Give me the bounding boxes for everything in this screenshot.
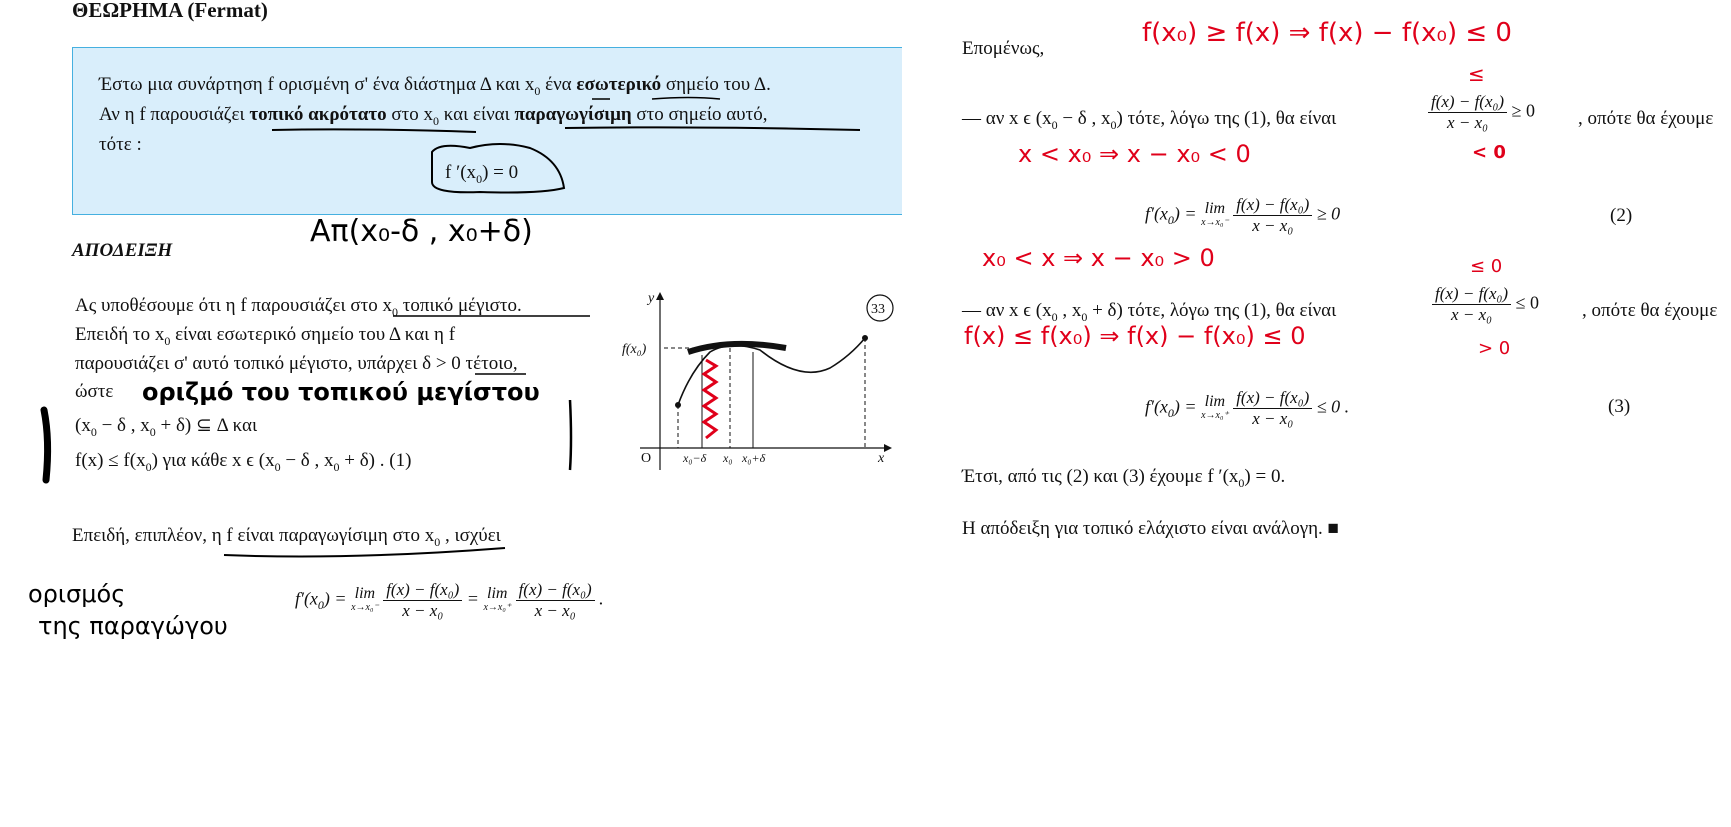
theorem-title: ΘΕΩΡΗΜΑ (Fermat) <box>72 0 268 22</box>
fraction-right: $\frac{\text{f(x) − f(x₀)}}{\text{x − x₀}}$ <box>516 580 595 621</box>
proof-line-5: ($x_0 - \delta$ , $x_0 + \delta$) ⊆ Δ και <box>75 415 258 439</box>
case1-line: — αν x ϵ ($x_0 - \delta$ , $x_0$) τότε, λόγω της (1), θα είναι <box>962 108 1337 132</box>
eq3-formula: $f'(x_0) = \lim$ x→x₀⁺ $\frac{\text{f(x) − f(x₀)}}{\text{x − x₀}}$ ≤ 0 . <box>1145 388 1350 428</box>
case2-end: , οπότε θα έχουμε <box>1582 300 1718 321</box>
fraction-left: $\frac{\text{f(x) − f(x₀)}}{\text{x − x₀}}$ <box>383 580 462 621</box>
red-scribble <box>704 360 716 438</box>
tick-x0: x₀ <box>723 451 733 465</box>
theorem-line-1: Έστω μια συνάρτηση f ορισμένη σ' ένα διάστημα Δ και $x_0$ ένα εσωτερικό σημείο του Δ. <box>99 74 771 98</box>
red-le0-mark: ≤ 0 <box>1470 256 1503 277</box>
red-note-4: f(x) ≤ f(x₀) ⇒ f(x) − f(x₀) ≤ 0 <box>964 322 1306 350</box>
conclusion: Έτσι, από τις (2) και (3) έχουμε f $'(x_0) = 0$. <box>962 466 1286 490</box>
theorem-line-3: τότε : <box>99 134 142 155</box>
y-axis-label: y <box>648 291 655 306</box>
proof-line-4: ώστε <box>75 381 114 402</box>
handwritten-def: ορισμός <box>28 580 126 608</box>
proof-line-2: Επειδή το $x_0$ είναι εσωτερικό σημείο του Δ και η f <box>75 324 456 348</box>
figure-number: 33 <box>871 302 885 317</box>
case2-line: — αν x ϵ ($x_0$ , $x_0 + \delta$) τότε, λόγω της (1), θα είναι <box>962 300 1337 324</box>
eq3-number: (3) <box>1608 396 1631 417</box>
handwritten-interval: Απ(x₀-δ , x₀+δ) <box>310 214 533 249</box>
theorem-line-2: Αν η f παρουσιάζει τοπικό ακρότατο στο $x_0$ και είναι παραγωγίσιμη στο σημείο αυτό, <box>99 104 768 128</box>
red-le-mark: ≤ <box>1468 62 1485 86</box>
fx0-label: f(x₀) <box>622 342 647 357</box>
proof-line-1: Ας υποθέσουμε ότι η f παρουσιάζει στο $x_0$ τοπικό μέγιστο. <box>75 295 522 319</box>
proof-title: ΑΠΟΔΕΙΞΗ <box>72 240 173 261</box>
case1-frac: $\frac{\text{f(x) − f(x₀)}}{\text{x − x₀}}$ ≥ 0 <box>1428 92 1535 133</box>
handwritten-def-max: οριζμό του τοπικού μεγίστου <box>142 378 540 406</box>
theorem-formula: f $'(x_0) = 0$ <box>445 162 519 186</box>
tick-x0-plus: x₀+δ <box>742 451 766 465</box>
red-lt0-mark: < 0 <box>1472 142 1506 163</box>
red-gt0-mark: > 0 <box>1478 338 1511 359</box>
tick-x0-minus: x₀−δ <box>683 451 707 465</box>
handwritten-derivative: της παραγώγου <box>38 612 228 640</box>
case1-end: , οπότε θα έχουμε <box>1578 108 1714 129</box>
derivative-formula: $f'(x_0) = \lim$ x→x₀⁻ $\frac{\text{f(x) − f(x₀)}}{\text{x − x₀}}$ = lim x→x₀⁺ $\frac{\text{f(x) − f(x₀)}}{\text{x − x₀}}$ . <box>295 580 604 620</box>
red-note-2: x < x₀ ⇒ x − x₀ < 0 <box>1018 140 1251 168</box>
red-note-1: f(x₀) ≥ f(x) ⇒ f(x) − f(x₀) ≤ 0 <box>1142 18 1512 48</box>
red-note-3: x₀ < x ⇒ x − x₀ > 0 <box>982 244 1215 272</box>
origin-label: O <box>641 451 652 466</box>
proof-line-3: παρουσιάζει σ' αυτό τοπικό μέγιστο, υπάρχει δ > 0 τέτοιο, <box>75 353 518 374</box>
final-remark: Η απόδειξη για τοπικό ελάχιστο είναι ανάλογη. ■ <box>962 518 1340 539</box>
proof-line-7: Επειδή, επιπλέον, η f είναι παραγωγίσιμη στο $x_0$ , ισχύει <box>72 525 501 549</box>
eq2-number: (2) <box>1610 205 1633 226</box>
x-axis-label: x <box>878 451 885 466</box>
limit-right: lim x→x₀⁺ <box>483 584 512 613</box>
case2-frac: $\frac{\text{f(x) − f(x₀)}}{\text{x − x₀}}$ ≤ 0 <box>1432 284 1539 325</box>
proof-line-6: $f(x) \le f(x_0)$ για κάθε x ϵ ($x_0 - \delta$ , $x_0 + \delta$) . (1) <box>75 450 412 474</box>
limit-left: lim x→x₀⁻ <box>351 584 379 613</box>
eq2-formula: $f'(x_0) = \lim$ x→x₀⁻ $\frac{\text{f(x) − f(x₀)}}{\text{x − x₀}}$ ≥ 0 <box>1145 195 1341 235</box>
right-epomenos: Επομένως, <box>962 38 1045 59</box>
